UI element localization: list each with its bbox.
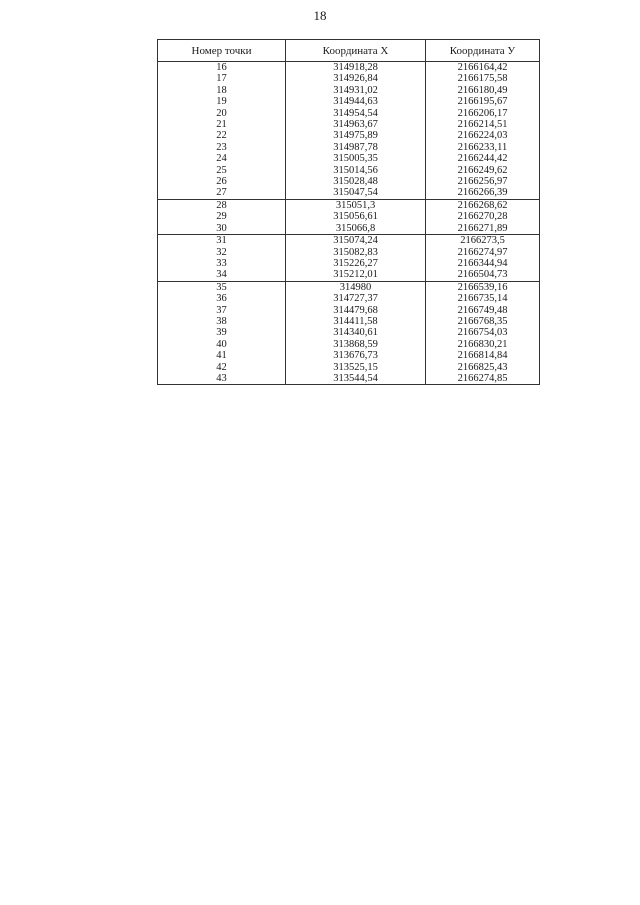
table-row bbox=[158, 73, 540, 84]
coordinate-y-cell: 2166233,11 bbox=[426, 142, 540, 153]
coordinate-y-cell: 2166539,16 bbox=[426, 281, 540, 293]
point-number-cell: 18 bbox=[158, 85, 286, 96]
coordinate-x-cell: 314954,54 bbox=[286, 108, 426, 119]
table-body bbox=[158, 62, 540, 385]
coordinate-x-cell: 314926,84 bbox=[286, 73, 426, 84]
point-number-cell: 19 bbox=[158, 96, 286, 107]
point-number-cell: 26 bbox=[158, 176, 286, 187]
coordinate-y-cell: 2166214,51 bbox=[426, 119, 540, 130]
table-row bbox=[158, 199, 540, 211]
coordinate-y-cell: 2166256,97 bbox=[426, 176, 540, 187]
coordinate-x-cell: 314975,89 bbox=[286, 130, 426, 141]
table-row bbox=[158, 176, 540, 187]
coordinate-y-cell: 2166164,42 bbox=[426, 62, 540, 74]
coordinate-x-cell: 315051,3 bbox=[286, 199, 426, 211]
table-row bbox=[158, 153, 540, 164]
coordinate-y-cell: 2166274,97 bbox=[426, 247, 540, 258]
point-number-cell: 20 bbox=[158, 108, 286, 119]
coordinate-x-cell: 315014,56 bbox=[286, 165, 426, 176]
table-row bbox=[158, 350, 540, 361]
table-row bbox=[158, 305, 540, 316]
table-row bbox=[158, 165, 540, 176]
point-number-cell: 23 bbox=[158, 142, 286, 153]
coordinate-y-cell: 2166749,48 bbox=[426, 305, 540, 316]
coordinate-y-cell: 2166830,21 bbox=[426, 339, 540, 350]
coordinate-x-cell: 313544,54 bbox=[286, 373, 426, 385]
coordinate-x-cell: 314918,28 bbox=[286, 62, 426, 74]
coordinate-y-cell: 2166249,62 bbox=[426, 165, 540, 176]
coordinate-x-cell: 314479,68 bbox=[286, 305, 426, 316]
point-number-cell: 36 bbox=[158, 293, 286, 304]
page-number: 18 bbox=[313, 8, 327, 23]
coordinate-y-cell: 2166195,67 bbox=[426, 96, 540, 107]
coordinate-y-cell: 2166266,39 bbox=[426, 187, 540, 199]
coordinate-y-cell: 2166504,73 bbox=[426, 269, 540, 281]
table-row bbox=[158, 85, 540, 96]
coordinate-x-cell: 314931,02 bbox=[286, 85, 426, 96]
table-row bbox=[158, 258, 540, 269]
point-number-cell: 34 bbox=[158, 269, 286, 281]
table-row bbox=[158, 187, 540, 199]
coordinate-y-cell: 2166175,58 bbox=[426, 73, 540, 84]
point-number-cell: 31 bbox=[158, 235, 286, 247]
point-number-cell: 35 bbox=[158, 281, 286, 293]
coordinate-y-cell: 2166271,89 bbox=[426, 223, 540, 235]
header-coordinate-y: Координата У bbox=[426, 40, 540, 62]
point-number-cell: 42 bbox=[158, 362, 286, 373]
coordinate-y-cell: 2166274,85 bbox=[426, 373, 540, 385]
coordinate-y-cell: 2166825,43 bbox=[426, 362, 540, 373]
table-row bbox=[158, 223, 540, 235]
table-row bbox=[158, 119, 540, 130]
point-number-cell: 37 bbox=[158, 305, 286, 316]
coordinate-y-cell: 2166180,49 bbox=[426, 85, 540, 96]
point-number-cell: 32 bbox=[158, 247, 286, 258]
coordinate-y-cell: 2166224,03 bbox=[426, 130, 540, 141]
coordinate-x-cell: 314963,67 bbox=[286, 119, 426, 130]
table-row bbox=[158, 142, 540, 153]
point-number-cell: 27 bbox=[158, 187, 286, 199]
table-row bbox=[158, 269, 540, 281]
point-number-cell: 25 bbox=[158, 165, 286, 176]
point-number-cell: 16 bbox=[158, 62, 286, 74]
coordinate-x-cell: 314980 bbox=[286, 281, 426, 293]
coordinate-y-cell: 2166270,28 bbox=[426, 211, 540, 222]
table-row bbox=[158, 339, 540, 350]
point-number-cell: 21 bbox=[158, 119, 286, 130]
coordinate-x-cell: 314727,37 bbox=[286, 293, 426, 304]
table-row bbox=[158, 235, 540, 247]
point-number-cell: 41 bbox=[158, 350, 286, 361]
coordinate-x-cell: 313676,73 bbox=[286, 350, 426, 361]
table-row bbox=[158, 293, 540, 304]
coordinate-x-cell: 314340,61 bbox=[286, 327, 426, 338]
coordinate-x-cell: 315028,48 bbox=[286, 176, 426, 187]
point-number-cell: 28 bbox=[158, 199, 286, 211]
coordinate-y-cell: 2166754,03 bbox=[426, 327, 540, 338]
point-number-cell: 40 bbox=[158, 339, 286, 350]
coordinate-y-cell: 2166244,42 bbox=[426, 153, 540, 164]
coordinate-x-cell: 314411,58 bbox=[286, 316, 426, 327]
table-row bbox=[158, 281, 540, 293]
coordinate-x-cell: 315066,8 bbox=[286, 223, 426, 235]
table-row bbox=[158, 62, 540, 74]
coordinate-x-cell: 315212,01 bbox=[286, 269, 426, 281]
coordinate-y-cell: 2166344,94 bbox=[426, 258, 540, 269]
table-row bbox=[158, 130, 540, 141]
table-row bbox=[158, 96, 540, 107]
coordinate-y-cell: 2166814,84 bbox=[426, 350, 540, 361]
coordinate-y-cell: 2166206,17 bbox=[426, 108, 540, 119]
table-row bbox=[158, 247, 540, 258]
coordinate-x-cell: 314987,78 bbox=[286, 142, 426, 153]
coordinate-x-cell: 315074,24 bbox=[286, 235, 426, 247]
point-number-cell: 22 bbox=[158, 130, 286, 141]
coordinates-table bbox=[157, 39, 540, 385]
coordinate-y-cell: 2166768,35 bbox=[426, 316, 540, 327]
table-row bbox=[158, 373, 540, 385]
coordinate-x-cell: 313525,15 bbox=[286, 362, 426, 373]
point-number-cell: 39 bbox=[158, 327, 286, 338]
coordinate-x-cell: 313868,59 bbox=[286, 339, 426, 350]
coordinate-x-cell: 315082,83 bbox=[286, 247, 426, 258]
point-number-cell: 24 bbox=[158, 153, 286, 164]
coordinate-x-cell: 315056,61 bbox=[286, 211, 426, 222]
coordinate-y-cell: 2166268,62 bbox=[426, 199, 540, 211]
point-number-cell: 43 bbox=[158, 373, 286, 385]
point-number-cell: 38 bbox=[158, 316, 286, 327]
header-coordinate-x: Координата Х bbox=[286, 40, 426, 62]
coordinate-y-cell: 2166273,5 bbox=[426, 235, 540, 247]
table-row bbox=[158, 327, 540, 338]
coordinate-x-cell: 315005,35 bbox=[286, 153, 426, 164]
header-point-number: Номер точки bbox=[158, 40, 286, 62]
table-row bbox=[158, 362, 540, 373]
table-row bbox=[158, 211, 540, 222]
table-row bbox=[158, 316, 540, 327]
point-number-cell: 30 bbox=[158, 223, 286, 235]
coordinate-y-cell: 2166735,14 bbox=[426, 293, 540, 304]
coordinate-x-cell: 315226,27 bbox=[286, 258, 426, 269]
coordinate-x-cell: 315047,54 bbox=[286, 187, 426, 199]
table-row bbox=[158, 108, 540, 119]
coordinate-x-cell: 314944,63 bbox=[286, 96, 426, 107]
point-number-cell: 33 bbox=[158, 258, 286, 269]
point-number-cell: 17 bbox=[158, 73, 286, 84]
point-number-cell: 29 bbox=[158, 211, 286, 222]
table-header-row bbox=[158, 40, 540, 62]
